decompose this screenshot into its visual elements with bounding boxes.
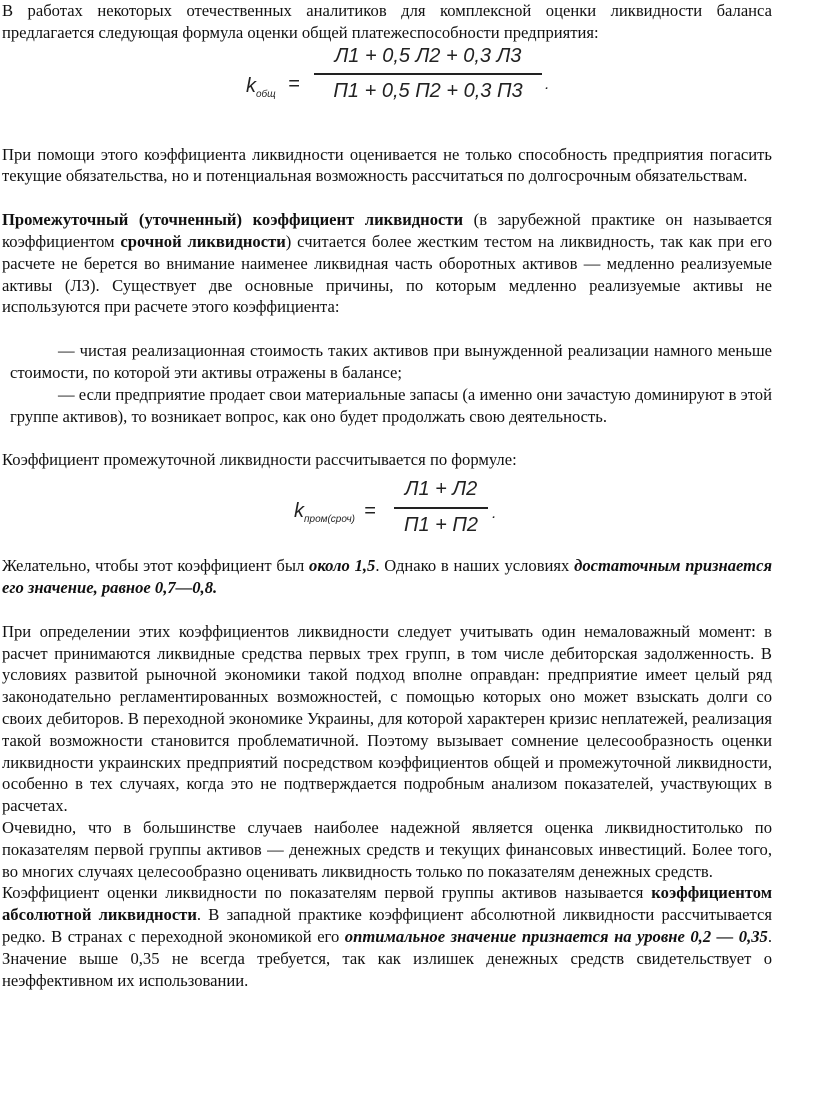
formula-intermediate-liquidity — [2, 471, 772, 555]
paragraph-intermediate-coefficient: Промежуточный (уточненный) коэффициент ликвидности (в зарубежной практике он называется коэффициентом срочной ликвидности) считается более жестким тестом на ликвидность, так как при его расчете не берется во внимание наименее ликвидная часть оборотных активов — медленно реализуемые активы (ЛЗ). Существует две основные причины, по которым медленно реализуемые активы не используются при расчете этого коэффициента: — [2, 210, 772, 317]
term-intermediate-coefficient: Промежуточный (уточненный) коэффициент ликвидности — [2, 210, 464, 230]
list-item: — если предприятие продает свои материальные запасы (а именно они зачастую доминируют в этой группе активов), то возникает вопрос, как оно будет продолжать свою деятельность. — [10, 384, 772, 426]
formula1-lhs: $k_{общ}$ — [246, 74, 276, 100]
formula1-numerator: Л1 + 0,5 Л2 + 0,3 Л3 — [334, 44, 522, 67]
formula-general-liquidity — [2, 44, 772, 144]
paragraph-absolute-liquidity: Коэффициент оценки ликвидности по показателям первой группы активов называется коэффициентом абсолютной ликвидности. В западной практике коэффициент абсолютной ликвидности рассчитывается редко. В странах с переходной экономикой его оптимальное значение признается на уровне 0,2 — 0,35. Значение выше 0,35 не всегда требуется, так как излишек денежных средств свидетельствует о неэффективном их использовании. — [2, 883, 772, 990]
paragraph-reliable-assessment: Очевидно, что в большинстве случаев наиболее надежной является оценка ликвидноститолько по показателям первой группы активов — денежных средств и текущих финансовых инвестиций. Более того, во многих случаях целесообразно оценивать ликвидность только по показателям денежных средств. — [2, 817, 772, 881]
emphasis-optimal-value: оптимальное значение признается на уровне 0,2 — 0,35 — [344, 926, 768, 946]
paragraph-general-coefficient: При помощи этого коэффициента ликвидности оценивается не только способность предприятия погасить текущие обязательства, но и потенциальная возможность рассчитаться по долгосрочным обязательствам. — [2, 144, 772, 186]
formula2-lhs: $k_{пром(сроч)}$ — [294, 500, 355, 526]
formula1-fraction — [314, 46, 542, 104]
paragraph-formula-intro: Коэффициент промежуточной ликвидности рассчитывается по формуле: — [2, 450, 517, 470]
formula2-equals: = — [364, 500, 376, 523]
term-quick-liquidity: срочной ликвидности — [120, 231, 286, 251]
formula2-numerator: Л1 + Л2 — [404, 478, 478, 501]
emphasis-sufficient-value: достаточным признается его значение, равное 0,7—0,8. — [2, 556, 773, 597]
formula2-end: . — [492, 505, 497, 523]
formula2-fraction — [394, 479, 488, 537]
formula1-equals: = — [288, 72, 300, 95]
list-item: — чистая реализационная стоимость таких активов при вынужденной реализации намного меньше стоимости, по которой эти активы отражены в балансе; — [10, 341, 772, 382]
formula1-denominator: П1 + 0,5 П2 + 0,3 П3 — [333, 80, 523, 103]
formula2-denominator: П1 + П2 — [403, 513, 479, 536]
emphasis-about-value: около 1,5 — [309, 556, 376, 576]
paragraph-considerations: При определении этих коэффициентов ликвидности следует учитывать один немаловажный момент: в расчет принимаются ликвидные средства первых трех групп, в том числе дебиторская задолженность. В условиях развитой рыночной экономики такой подход вполне оправдан: предприятие имеет целый ряд законодательно регламентированных возможностей, с помощью которых оно может взыскать долги со своих дебиторов. В переходной экономике Украины, для которой характерен кризис неплатежей, реализация такой возможности становится проблематичной. Поэтому вызывает сомнение целесообразность оценки ликвидности украинских предприятий посредством коэффициентов общей и промежуточной ликвидности, особенно в тех случаях, когда это не подтверждается подробным анализом показателей, участвующих в расчетах. — [2, 621, 772, 816]
intro-paragraph: В работах некоторых отечественных аналитиков для комплексной оценки ликвидности баланса предлагается следующая формула оценки общей платежеспособности предприятия: — [2, 1, 772, 42]
reasons-list — [2, 340, 772, 427]
formula1-end: . — [545, 75, 550, 93]
paragraph-desired-value: Желательно, чтобы этот коэффициент был около 1,5. Однако в наших условиях достаточным признается его значение, равное 0,7—0,8. — [2, 556, 773, 597]
term-absolute-liquidity: коэффициентом абсолютной ликвидности — [2, 883, 772, 925]
